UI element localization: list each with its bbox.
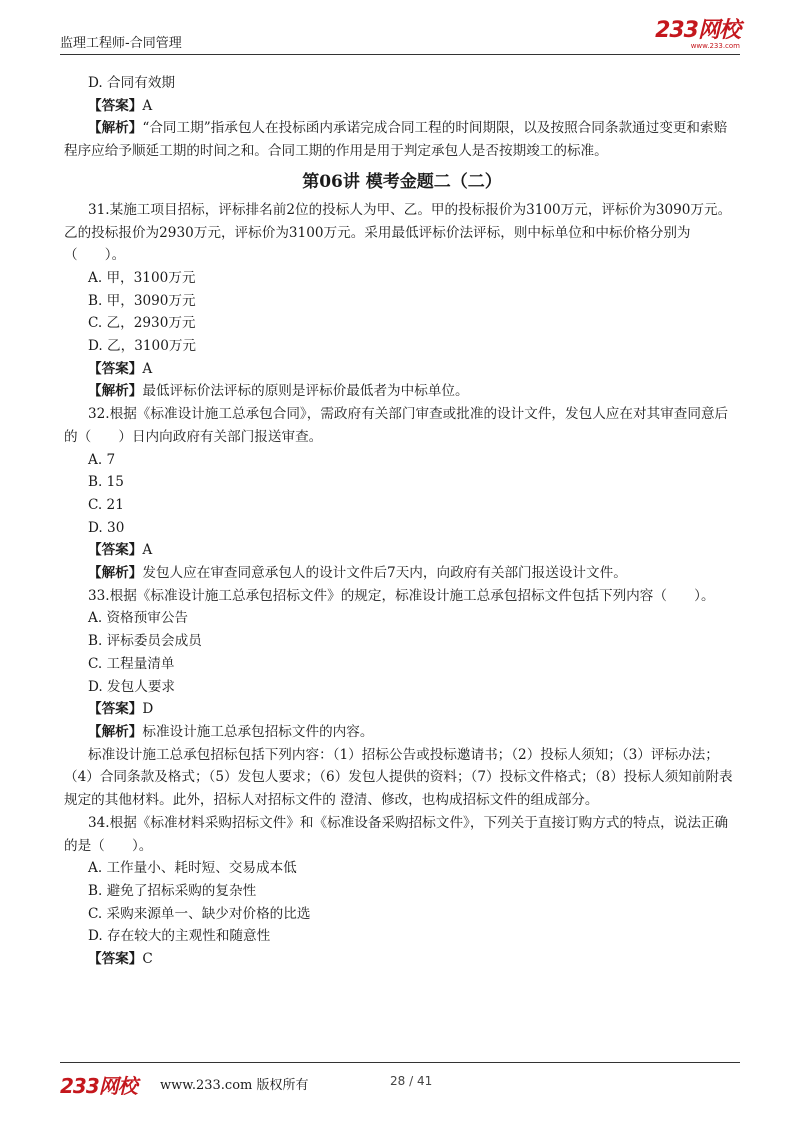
question-stem: 34.根据《标准材料采购招标文件》和《标准设备采购招标文件》，下列关于直接订购方式的特点，说法正确的是（ ）。 (64, 814, 729, 854)
option-c: C. 21 (88, 496, 124, 513)
answer (64, 698, 740, 721)
page-footer (60, 1062, 740, 1102)
prev-answer (64, 95, 740, 118)
option-a: A. 资格预审公告 (88, 610, 189, 627)
prev-analysis (64, 117, 740, 162)
option-c: C. 乙，2930万元 (88, 315, 196, 332)
analysis-label: 【解析】 (88, 723, 143, 740)
page-number: 28 / 41 (390, 1074, 433, 1088)
document-body (64, 72, 740, 971)
analysis-label: 【解析】 (88, 120, 143, 137)
option-c: C. 工程量清单 (88, 655, 175, 672)
question-stem: 32.根据《标准设计施工总承包合同》，需政府有关部门审查或批准的设计文件，发包人应在对其审查同意后的（ ）日内向政府有关部门报送审查。 (64, 406, 729, 445)
option-b: B. 15 (88, 474, 124, 491)
option-d: D. 乙，3100万元 (88, 338, 197, 355)
answer-value: A (142, 97, 153, 114)
analysis-label: 【解析】 (88, 383, 143, 400)
analysis (64, 721, 740, 744)
analysis-text: 发包人应在审查同意承包人的设计文件后7天内，向政府有关部门报送设计文件。 (142, 565, 627, 582)
answer-label: 【答案】 (88, 97, 143, 114)
footer-logo: 233网校 (60, 1074, 137, 1098)
page-header (60, 20, 740, 56)
answer-label: 【答案】 (88, 542, 143, 559)
analysis-text: 标准设计施工总承包招标文件的内容。 (142, 723, 374, 740)
footer-divider (60, 1062, 740, 1063)
answer (64, 539, 740, 562)
brand-logo (655, 20, 740, 51)
analysis-label: 【解析】 (88, 565, 143, 582)
option-d: D. 发包人要求 (88, 678, 176, 695)
analysis-text: “合同工期”指承包人在投标函内承诺完成合同工程的时间期限，以及按照合同条款通过变更和索赔程序应给予顺延工期的时间之和。合同工期的作用是用于判定承包人是否按期竣工的标准。 (64, 120, 728, 160)
option-a: A. 7 (88, 451, 116, 468)
answer-label: 【答案】 (88, 951, 143, 968)
logo-text: 233网校 (655, 18, 740, 43)
header-title: 监理工程师-合同管理 (60, 36, 182, 51)
section-title: 第06讲 模考金题二（二） (302, 171, 502, 192)
option-b: B. 避免了招标采购的复杂性 (88, 882, 257, 899)
option-d: D. 存在较大的主观性和随意性 (88, 928, 271, 945)
answer-value: A (142, 360, 153, 377)
analysis (64, 380, 740, 403)
answer-value: C (142, 951, 153, 968)
header-divider (60, 54, 740, 55)
option-b: B. 甲，3090万元 (88, 292, 196, 309)
answer-label: 【答案】 (88, 701, 143, 718)
option-c: C. 采购来源单一、缺少对价格的比选 (88, 905, 311, 922)
analysis-text: 最低评标价法评标的原则是评标价最低者为中标单位。 (142, 383, 469, 400)
prev-option-d: D. 合同有效期 (88, 75, 176, 91)
question-stem: 31.某施工项目招标，评标排名前2位的投标人为甲、乙。甲的投标报价为3100万元，评标价为3090万元。乙的投标报价为2930万元，评标价为3100万元。采用最低评标价法评标，则中标单位和中标价格分别为（ ）。 (64, 201, 732, 264)
answer (64, 948, 740, 971)
answer-value: A (142, 542, 153, 559)
analysis-extra: 标准设计施工总承包招标包括下列内容：（1）招标公告或投标邀请书；（2）投标人须知；（3）评标办法；（4）合同条款及格式；（5）发包人要求；（6）发包人提供的资料；（7）投标文件格式；（8）投标人须知前附表规定的其他材料。此外，招标人对招标文件的 澄清、修改，也构成招标文件的组成部分。 (64, 746, 733, 809)
answer-value: D (142, 701, 154, 718)
option-d: D. 30 (88, 519, 125, 536)
answer-label: 【答案】 (88, 360, 143, 377)
option-a: A. 甲，3100万元 (88, 269, 196, 286)
footer-site: www.233.com 版权所有 (160, 1078, 309, 1093)
option-a: A. 工作量小、耗时短、交易成本低 (88, 860, 297, 877)
question-stem: 33.根据《标准设计施工总承包招标文件》的规定，标准设计施工总承包招标文件包括下列内容（ ）。 (88, 587, 715, 604)
logo-url: www.233.com (690, 42, 740, 50)
option-b: B. 评标委员会成员 (88, 633, 202, 650)
analysis (64, 562, 740, 585)
answer (64, 358, 740, 381)
